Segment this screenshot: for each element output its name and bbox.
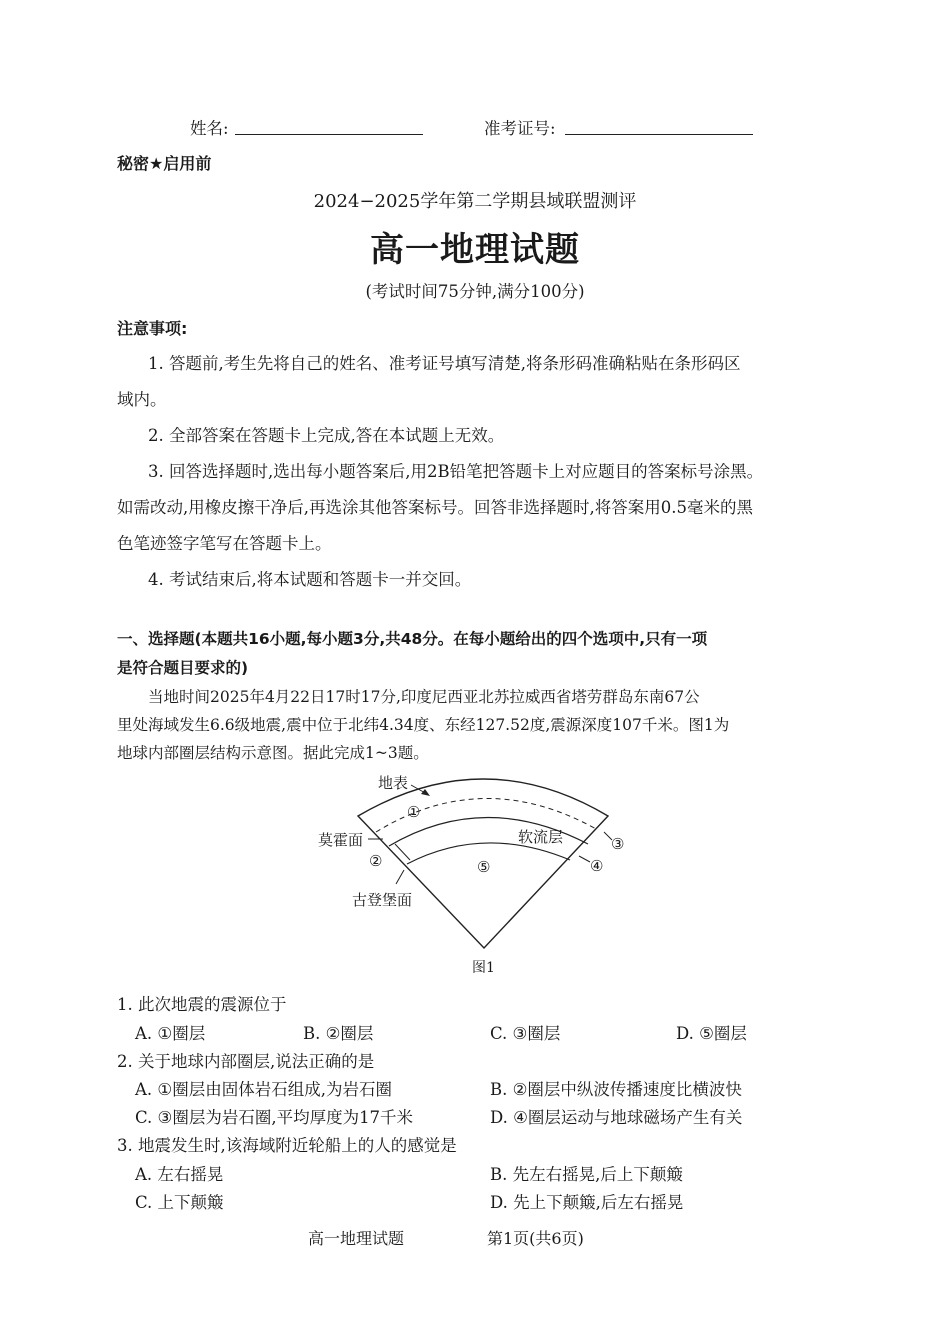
footer-title: 高一地理试题 (308, 1229, 405, 1248)
question-2-option-a: A. ①圈层由固体岩石组成,为岩石圈 (135, 1080, 392, 1099)
footer-page-number: 第1页(共6页) (487, 1229, 584, 1248)
name-label: 姓名: (190, 119, 229, 138)
question-1-option-d: D. ⑤圈层 (676, 1024, 747, 1043)
passage-line-1: 当地时间2025年4月22日17时17分,印度尼西亚北苏拉威西省塔劳群岛东南67公 (148, 688, 700, 706)
notice-item-4: 4. 考试结束后,将本试题和答题卡一并交回。 (148, 570, 472, 589)
question-3-option-c: C. 上下颠簸 (135, 1193, 224, 1212)
exam-time-info: (考试时间75分钟,满分100分) (365, 282, 585, 301)
layer-mark-1: ① (407, 803, 421, 821)
label-surface: 地表 (378, 774, 409, 792)
name-blank (235, 134, 423, 135)
label-moho: 莫霍面 (318, 831, 364, 849)
exam-id-label: 准考证号: (484, 119, 556, 138)
notice-item-1-line-2: 域内。 (117, 390, 167, 409)
question-3-stem: 3. 地震发生时,该海域附近轮船上的人的感觉是 (117, 1136, 457, 1155)
notice-item-3-line-2: 如需改动,用橡皮擦干净后,再选涂其他答案标号。回答非选择题时,将答案用0.5毫米的黑 (117, 498, 753, 517)
question-3-option-b: B. 先左右摇晃,后上下颠簸 (490, 1165, 683, 1184)
notice-item-2: 2. 全部答案在答题卡上完成,答在本试题上无效。 (148, 426, 505, 445)
layer-mark-3: ③ (611, 835, 625, 853)
question-2-option-d: D. ④圈层运动与地球磁场产生有关 (490, 1108, 743, 1127)
question-2-option-c: C. ③圈层为岩石圈,平均厚度为17千米 (135, 1108, 414, 1127)
layer-mark-2: ② (369, 852, 383, 870)
passage-line-3: 地球内部圈层结构示意图。据此完成1~3题。 (117, 744, 429, 762)
section-heading-line-1: 一、选择题(本题共16小题,每小题3分,共48分。在每小题给出的四个选项中,只有一项 (117, 630, 708, 648)
layer-mark-4: ④ (590, 857, 604, 875)
section-heading-line-2: 是符合题目要求的) (117, 659, 249, 677)
question-1-option-b: B. ②圈层 (303, 1024, 374, 1043)
notice-heading: 注意事项: (117, 319, 188, 338)
notice-item-3-line-3: 色笔迹签字笔写在答题卡上。 (117, 534, 332, 553)
gutenberg-pointer (396, 870, 404, 884)
notice-item-1-line-1: 1. 答题前,考生先将自己的姓名、准考证号填写清楚,将条形码准确粘贴在条形码区 (148, 354, 741, 373)
label-gutenberg: 古登堡面 (352, 891, 413, 909)
notice-item-3-line-1: 3. 回答选择题时,选出每小题答案后,用2B铅笔把答题卡上对应题目的答案标号涂黑。 (148, 462, 764, 481)
label-asthenosphere: 软流层 (518, 828, 564, 846)
question-3-option-a: A. 左右摇晃 (135, 1165, 224, 1184)
question-1-option-c: C. ③圈层 (490, 1024, 561, 1043)
question-1-option-a: A. ①圈层 (135, 1024, 206, 1043)
exam-subtitle: 2024−2025学年第二学期县域联盟测评 (313, 191, 637, 212)
question-2-option-b: B. ②圈层中纵波传播速度比横波快 (490, 1080, 742, 1099)
secret-mark: 秘密★启用前 (117, 154, 212, 173)
exam-id-blank (565, 134, 753, 135)
question-1-stem: 1. 此次地震的震源位于 (117, 995, 287, 1014)
passage-line-2: 里处海域发生6.6级地震,震中位于北纬4.34度、东经127.52度,震源深度107千米。图1为 (117, 716, 730, 734)
figure-caption: 图1 (472, 960, 495, 976)
earth-layers-diagram (300, 765, 650, 985)
question-2-stem: 2. 关于地球内部圈层,说法正确的是 (117, 1052, 375, 1071)
question-3-option-d: D. 先上下颠簸,后左右摇晃 (490, 1193, 684, 1212)
layer-mark-5: ⑤ (477, 858, 491, 876)
page-title: 高一地理试题 (370, 230, 580, 270)
